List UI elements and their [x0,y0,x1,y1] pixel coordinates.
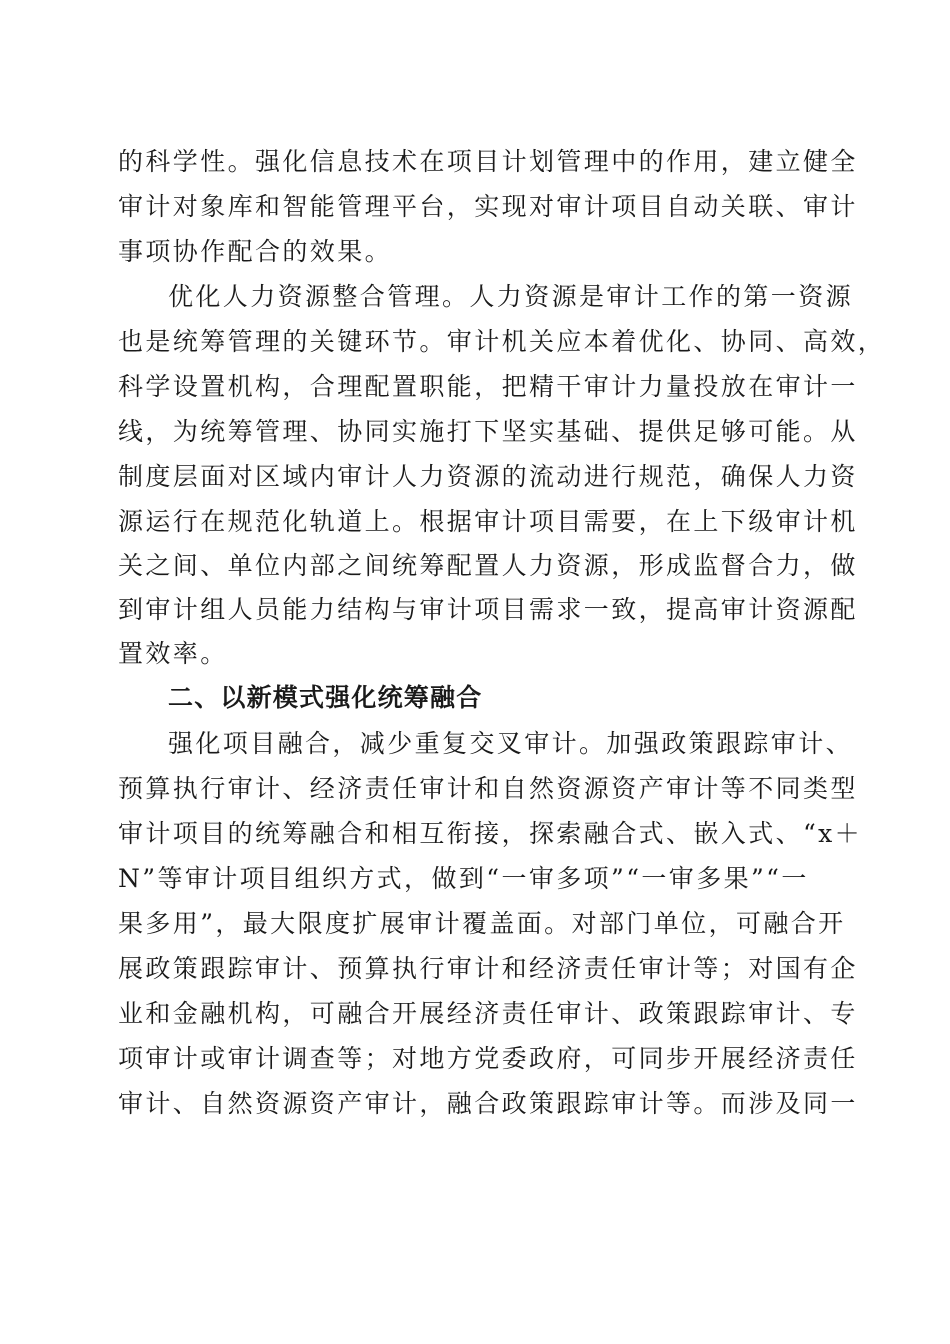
text-line-14: 强化项目融合，减少重复交叉审计。加强政策跟踪审计、 [168,729,854,758]
text-line-17: N”等审计项目组织方式，做到“一审多项”“一审多果”“一 [118,864,809,893]
text-line-10: 关之间、单位内部之间统筹配置人力资源，形成监督合力，做 [118,551,858,580]
text-line-2: 审计对象库和智能管理平台，实现对审计项目自动关联、审计 [118,192,858,221]
text-line-21: 项审计或审计调查等；对地方党委政府，可同步开展经济责任 [118,1044,858,1073]
text-line-4: 优化人力资源整合管理。人力资源是审计工作的第一资源 [168,282,854,311]
text-line-5: 也是统筹管理的关键环节。审计机关应本着优化、协同、高效， [118,327,886,356]
text-line-12: 置效率。 [118,639,228,668]
text-line-11: 到审计组人员能力结构与审计项目需求一致，提高审计资源配 [118,595,858,624]
text-line-18: 果多用”，最大限度扩展审计覆盖面。对部门单位，可融合开 [118,909,846,938]
text-line-22: 审计、自然资源资产审计，融合政策跟踪审计等。而涉及同一 [118,1089,858,1118]
text-line-9: 源运行在规范化轨道上。根据审计项目需要，在上下级审计机 [118,507,858,536]
text-line-1: 的科学性。强化信息技术在项目计划管理中的作用，建立健全 [118,147,858,176]
text-line-20: 业和金融机构，可融合开展经济责任审计、政策跟踪审计、专 [118,999,858,1028]
text-line-19: 展政策跟踪审计、预算执行审计和经济责任审计等；对国有企 [118,954,858,983]
text-line-8: 制度层面对区域内审计人力资源的流动进行规范，确保人力资 [118,462,858,491]
text-line-15: 预算执行审计、经济责任审计和自然资源资产审计等不同类型 [118,774,858,803]
text-line-16: 审计项目的统筹融合和相互衔接，探索融合式、嵌入式、“x＋ [118,819,863,848]
text-line-7: 线，为统筹管理、协同实施打下坚实基础、提供足够可能。从 [118,417,858,446]
text-line-6: 科学设置机构，合理配置职能，把精干审计力量投放在审计一 [118,372,858,401]
section-heading: 二、以新模式强化统筹融合 [168,683,483,712]
text-line-3: 事项协作配合的效果。 [118,237,393,266]
